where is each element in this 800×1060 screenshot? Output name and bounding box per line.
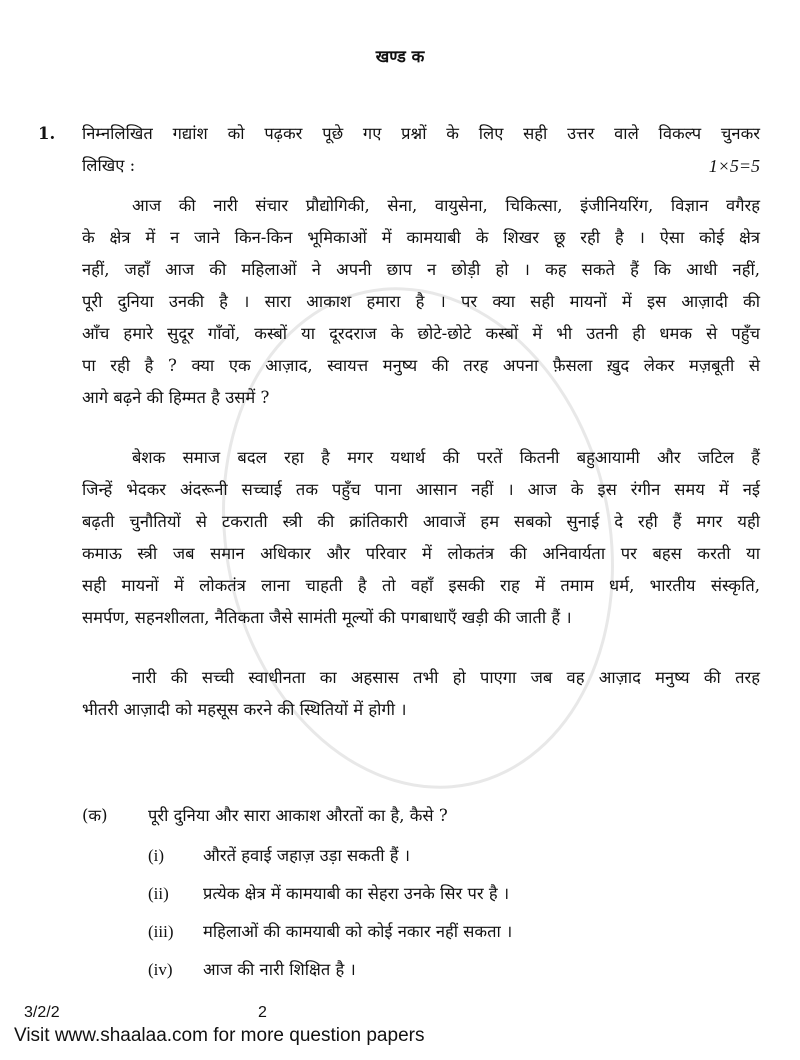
passage-line: पूरी दुनिया उनकी है । सारा आकाश हमारा है । पर क्या सही मायनों में इस आज़ादी की: [82, 292, 760, 311]
passage: [82, 190, 760, 754]
passage-line: के क्षेत्र में न जाने किन-किन भूमिकाओं में कामयाबी के शिखर छू रही है । ऐसा कोई क्षेत्र: [82, 228, 760, 247]
sub-question-text: पूरी दुनिया और सारा आकाश औरतों का है, कैसे ?: [148, 806, 448, 825]
passage-line: समर्पण, सहनशीलता, नैतिकता जैसे सामंती मूल्यों की पगबाधाएँ खड़ी की जाती हैं ।: [82, 608, 572, 627]
passage-line: नहीं, जहाँ आज की महिलाओं ने अपनी छाप न छोड़ी हो । कह सकते हैं कि आधी नहीं,: [82, 260, 760, 279]
option: [148, 954, 760, 992]
option-number: (i): [148, 846, 165, 865]
option-number: (ii): [148, 884, 169, 903]
passage-paragraph: [82, 442, 760, 634]
paper-code: 3/2/2: [24, 1004, 60, 1021]
options: [148, 840, 760, 992]
sub-question: [82, 800, 760, 832]
question-instruction: निम्नलिखित गद्यांश को पढ़कर पूछे गए प्रश्नों के लिए सही उत्तर वाले विकल्प चुनकर: [82, 124, 760, 143]
option-number: (iii): [148, 922, 174, 941]
question-number: 1.: [38, 124, 56, 143]
question-marks: 1×5=5: [708, 156, 760, 176]
passage-line: आँच हमारे सुदूर गाँवों, कस्बों या दूरदराज के छोटे-छोटे कस्बों में भी उतनी ही धमक से पहुँच: [82, 324, 760, 343]
passage-line: सही मायनों में लोकतंत्र लाना चाहती है तो वहाँ इसकी राह में तमाम धर्म, भारतीय संस्कृति,: [82, 576, 760, 595]
page-number: 2: [258, 1004, 267, 1021]
option-text: प्रत्येक क्षेत्र में कामयाबी का सेहरा उनके सिर पर है ।: [203, 884, 510, 903]
option-text: आज की नारी शिक्षित है ।: [203, 960, 356, 979]
passage-paragraph: [82, 190, 760, 414]
passage-line: आज की नारी संचार प्रौद्योगिकी, सेना, वायुसेना, चिकित्सा, इंजीनियरिंग, विज्ञान वगैरह: [132, 196, 760, 215]
passage-paragraph: [82, 662, 760, 726]
passage-line: जिन्हें भेदकर अंदरूनी सच्चाई तक पहुँच पाना आसान नहीं । आज के इस रंगीन समय में नई: [82, 480, 760, 499]
passage-line: बेशक समाज बदल रहा है मगर यथार्थ की परतें कितनी बहुआयामी और जटिल हैं: [132, 448, 760, 467]
passage-line: नारी की सच्ची स्वाधीनता का अहसास तभी हो पाएगा जब वह आज़ाद मनुष्य की तरह: [132, 668, 760, 687]
option-number: (iv): [148, 960, 173, 979]
footer-link[interactable]: Visit www.shaalaa.com for more question papers: [14, 1025, 425, 1046]
sub-question-label: (क): [82, 806, 108, 825]
passage-line: आगे बढ़ने की हिम्मत है उसमें ?: [82, 388, 270, 407]
passage-line: पा रही है ? क्या एक आज़ाद, स्वायत्त मनुष्य की तरह अपना फ़ैसला ख़ुद लेकर मज़बूती से: [82, 356, 760, 375]
option: [148, 840, 760, 878]
question-instruction: लिखिए :: [82, 156, 136, 175]
passage-line: भीतरी आज़ादी को महसूस करने की स्थितियों में होगी ।: [82, 700, 407, 719]
passage-line: कमाऊ स्त्री जब समान अधिकार और परिवार में लोकतंत्र की अनिवार्यता पर बहस करती या: [82, 544, 760, 563]
passage-line: बढ़ती चुनौतियों से टकराती स्त्री की क्रांतिकारी आवाजें हम सबको सुनाई दे रही हैं मगर यही: [82, 512, 760, 531]
section-title: खण्ड क: [375, 47, 425, 66]
option-text: औरतें हवाई जहाज़ उड़ा सकती हैं ।: [203, 846, 410, 865]
question-instruction-block: [82, 118, 760, 182]
option-text: महिलाओं की कामयाबी को कोई नकार नहीं सकता ।: [203, 922, 513, 941]
option: [148, 916, 760, 954]
option: [148, 878, 760, 916]
